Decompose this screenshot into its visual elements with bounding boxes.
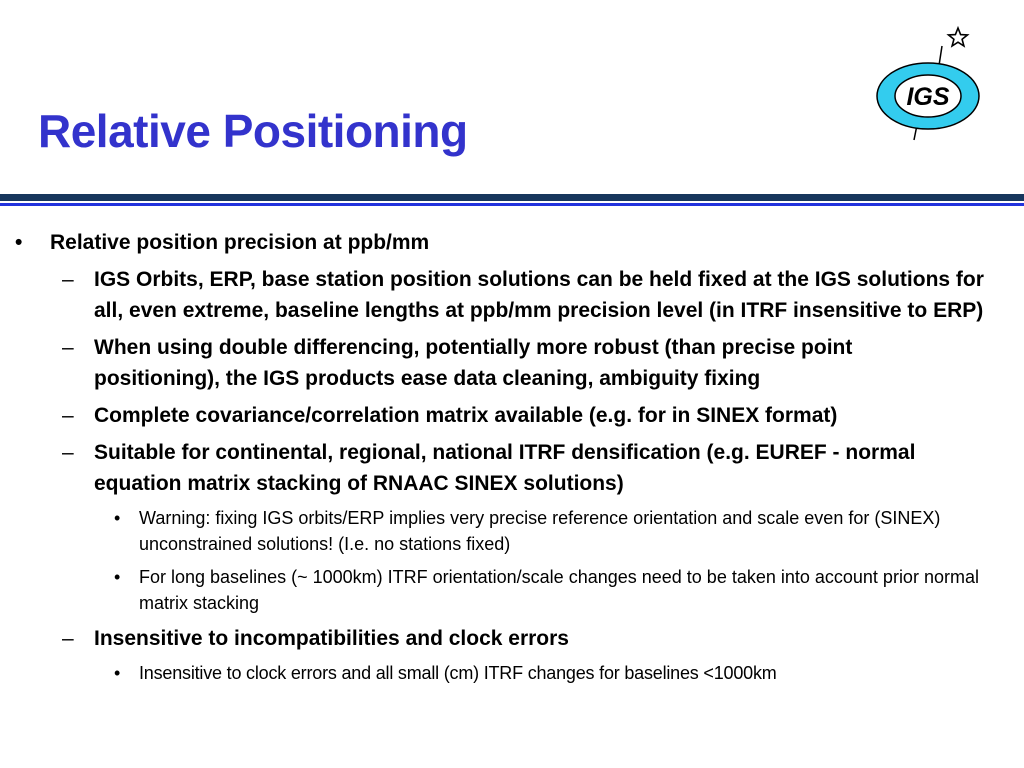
sub-sub-bullet-text: Insensitive to clock errors and all small (cm) ITRF changes for baselines <1000km: [139, 663, 777, 683]
bullet-text: Relative position precision at ppb/mm: [50, 231, 430, 254]
sub-bullet-item: [0, 264, 1024, 326]
sub-sub-bullet-text: Warning: fixing IGS orbits/ERP implies very precise reference orientation and scale even for (SINEX) unconstrained solutions! (I.e. no stations fixed): [139, 508, 941, 554]
star-icon: [949, 28, 968, 46]
bullet-marker: •: [114, 508, 121, 528]
title-rule-dark: [0, 194, 1024, 201]
sub-bullet-text: Suitable for continental, regional, national ITRF densification (e.g. EUREF - normal equation matrix stacking of RNAAC SINEX solutions): [94, 441, 916, 495]
sub-sub-bullet-text: For long baselines (~ 1000km) ITRF orientation/scale changes need to be taken into account prior normal matrix stacking: [139, 567, 979, 613]
sub-bullet-text: When using double differencing, potentially more robust (than precise point positioning), the IGS products ease data cleaning, ambiguity fixing: [94, 336, 853, 390]
dash-marker: –: [62, 627, 74, 650]
dash-marker: –: [62, 268, 74, 291]
sub-bullet-item: [0, 400, 1024, 431]
sub-sub-bullet-item: [0, 505, 1024, 557]
sub-bullet-item: [0, 332, 1024, 394]
dash-marker: –: [62, 441, 74, 464]
slide-body: [0, 228, 1024, 693]
sub-sub-bullet-item: [0, 660, 1024, 686]
sub-bullet-text: Complete covariance/correlation matrix available (e.g. for in SINEX format): [94, 404, 838, 427]
sub-bullet-item: [0, 437, 1024, 499]
dash-marker: –: [62, 336, 74, 359]
sub-sub-bullet-item: [0, 564, 1024, 616]
slide-title: Relative Positioning: [38, 105, 468, 157]
bullet-marker: •: [114, 663, 121, 683]
dash-marker: –: [62, 404, 74, 427]
sub-bullet-item: [0, 623, 1024, 654]
bullet-marker: •: [114, 567, 121, 587]
sub-bullet-text: IGS Orbits, ERP, base station position solutions can be held fixed at the IGS solutions for all, even extreme, baseline lengths at ppb/mm precision level (in ITRF insensitive to ERP): [94, 268, 984, 322]
title-rule-blue: [0, 203, 1024, 206]
sub-bullet-text: Insensitive to incompatibilities and clock errors: [94, 627, 569, 650]
logo-text: IGS: [906, 83, 950, 111]
bullet-marker: •: [15, 231, 23, 254]
bullet-item: [0, 228, 1024, 258]
igs-logo: [868, 24, 992, 142]
